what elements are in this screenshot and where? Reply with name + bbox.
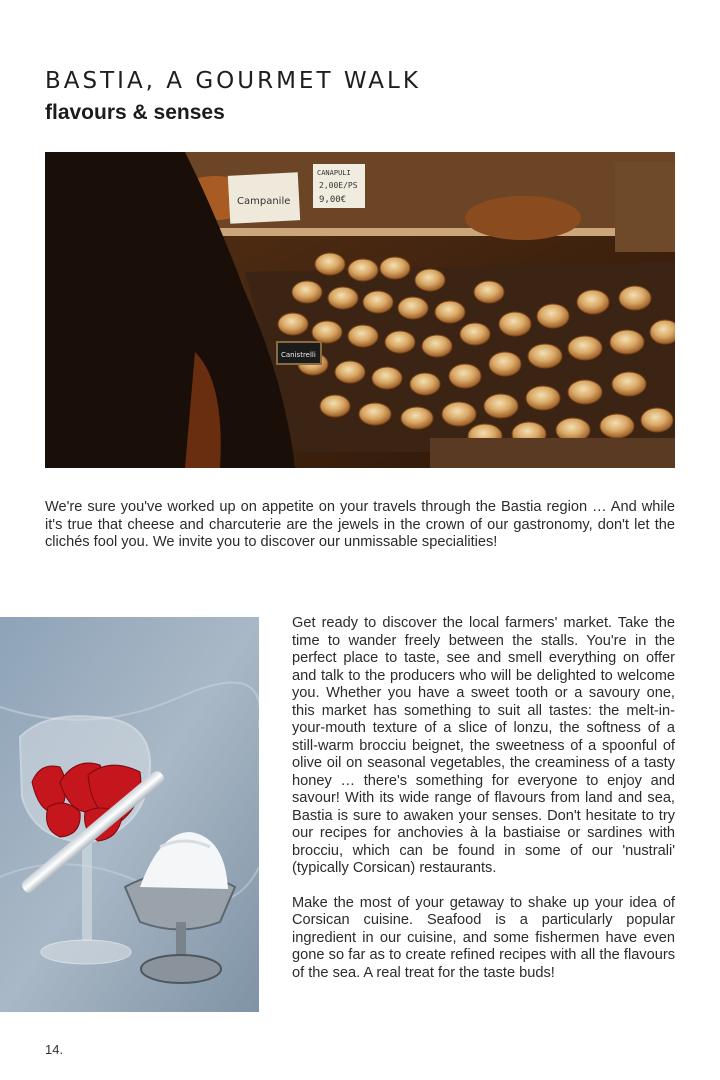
intro-paragraph: We're sure you've worked up on appetite on your travels through the Bastia region … And while it's true that cheese and charcuterie are the jewels in the crown of our gastronomy, don't let the clichés fool you. We invite you to discover our unmissable specialities! — [45, 499, 675, 550]
body-paragraph-market: Get ready to discover the local farmers' market. Take the time to wander freely between the stalls. You're in the perfect place to taste, see and smell everything on offer and talk to the producers who will be delighted to welcome you. Whether you have a sweet tooth or a savoury one, this market has something to suit all tastes: the melt-in-your-mouth texture of a slice of lonzu, the softness of a still-warm brocciu beignet, the sweetness of a spoonful of olive oil on seasonal vegetables, the creaminess of a tasty honey … there's something for everyone to enjoy and savour! With its wide range of flavours from land and sea, Bastia is sure to awaken your senses. Don't hesitate to try our recipes for anchovies à la bastiaise or sardines with brocciu, which can be found in some of our 'nustrali' (typically Corsican) restaurants. — [292, 615, 675, 876]
price-sign-campanile — [228, 172, 300, 224]
sign-price-line-1: CANAPULI — [317, 169, 351, 177]
chalkboard-label — [277, 342, 321, 364]
sign-price-line-3: 9,00€ — [319, 195, 347, 205]
chalkboard-label-text: Canistrelli — [281, 351, 316, 359]
body-paragraph-seafood: Make the most of your getaway to shake up your idea of Corsican cuisine. Seafood is a particularly popular ingredient in our cuisine, and some fishermen have even gone so far as to create refined recipes with all the flavours of the sea. A real treat for the taste buds! — [292, 894, 675, 981]
sign-price-line-2: 2,00E/PS — [319, 181, 358, 190]
strawberries-dessert-photo — [0, 617, 259, 1012]
market-biscuits-photo — [45, 152, 675, 468]
sign-campanile-text: Campanile — [237, 196, 291, 207]
price-sign-card — [313, 164, 365, 208]
page-number: 14. — [45, 1042, 64, 1057]
page-title: BASTIA, A GOURMET WALK — [45, 68, 421, 94]
page-subtitle: flavours & senses — [45, 101, 225, 124]
main-text-column — [292, 615, 675, 999]
